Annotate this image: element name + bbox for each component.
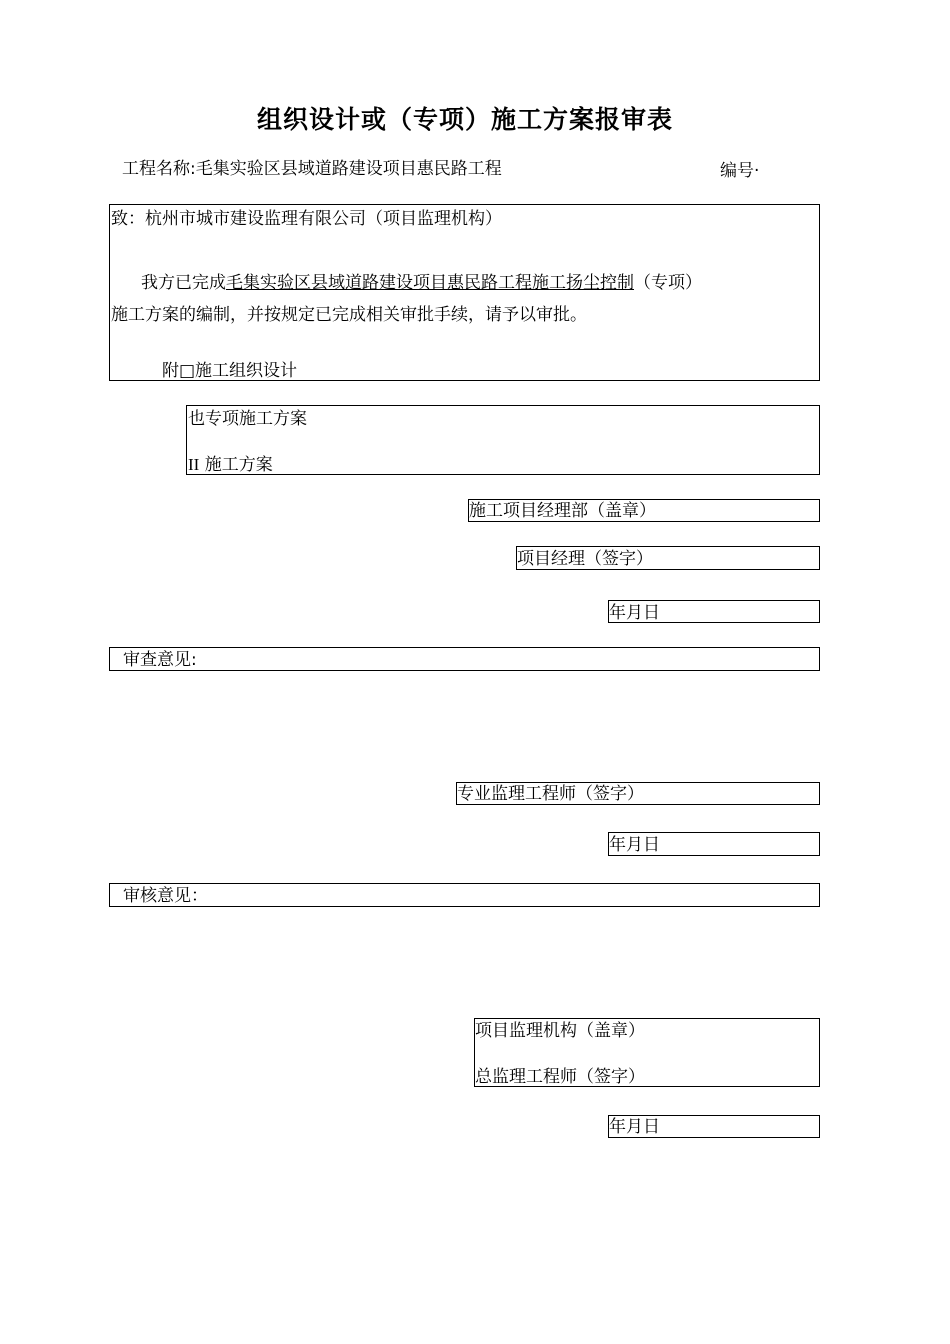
manager-sign-box (516, 546, 820, 570)
body-underlined-project: 毛集实验区县域道路建设项目惠民路工程施工扬尘控制 (226, 273, 634, 293)
audit-label: 审核意见： (123, 886, 208, 906)
attachment-plan-text: 施工方案 (204, 455, 273, 475)
audit-date-box (608, 1115, 820, 1138)
review-date: 年月日 (609, 835, 660, 855)
engineer-sign-box (456, 782, 820, 805)
review-label: 审查意见: (123, 650, 197, 670)
submission-body-line1 (141, 272, 702, 294)
project-name-line: 工程名称:毛集实验区县域道路建设项目惠民路工程 (122, 159, 502, 179)
submission-box (109, 204, 820, 381)
attachment-plan (188, 454, 273, 476)
manager-sign-label: 项目经理（签字） (517, 549, 653, 569)
chief-sign-label: 总监理工程师（签字） (475, 1067, 645, 1087)
dept-seal-label: 施工项目经理部（盖章） (469, 501, 656, 521)
attachment-box (186, 405, 820, 475)
dept-seal-box (468, 499, 820, 522)
submission-date-box (608, 600, 820, 623)
engineer-sign-label: 专业监理工程师（签字） (457, 784, 644, 804)
org-seal-label: 项目监理机构（盖章） (475, 1021, 645, 1041)
submission-body-line2: 施工方案的编制，并按规定已完成相关审批手续，请予以审批。 (111, 305, 587, 325)
audit-box (109, 883, 820, 907)
submission-date: 年月日 (609, 603, 660, 623)
attachment-plan-mark: II (188, 455, 200, 474)
review-box (109, 647, 820, 671)
body-prefix: 我方已完成 (141, 273, 226, 293)
review-date-box (608, 832, 820, 856)
attachment-org-design: 附□施工组织设计 (162, 361, 298, 381)
page-title: 组织设计或（专项）施工方案报审表 (256, 105, 673, 134)
audit-sign-box (474, 1018, 820, 1087)
body-suffix: （专项） (634, 273, 702, 293)
attachment-special-plan: 也专项施工方案 (188, 409, 307, 429)
audit-date: 年月日 (609, 1117, 660, 1137)
addressee: 致：杭州市城市建设监理有限公司（项目监理机构） (111, 209, 502, 229)
number-label: 编号· (720, 161, 760, 178)
